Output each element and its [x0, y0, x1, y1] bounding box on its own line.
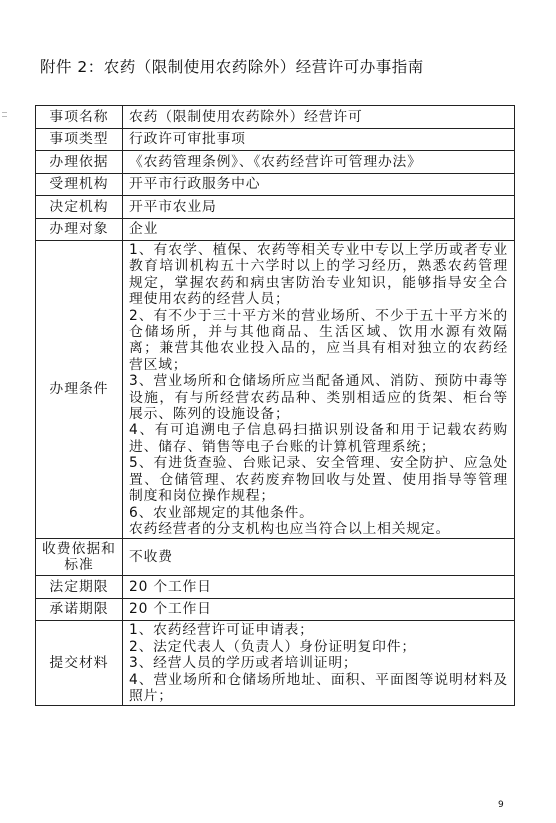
guide-table	[35, 105, 515, 706]
conditions-cell	[123, 241, 515, 539]
table-row	[36, 218, 515, 241]
row-value: 开平市农业局	[123, 196, 515, 219]
row-label: 办理依据	[36, 151, 123, 174]
condition-item: 1、有农学、植保、农药等相关专业中专以上学历或者专业教育培训机构五十六学时以上的学习经历，熟悉农药管理规定，掌握农药和病虫害防治专业知识，能够指导安全合理使用农药的经营人员；	[129, 242, 508, 308]
row-value: 20 个工作日	[123, 576, 515, 599]
condition-item: 3、营业场所和仓储场所应当配备通风、消防、预防中毒等设施，有与所经营农药品种、类别相适应的货架、柜台等展示、陈列的设施设备；	[129, 373, 508, 423]
table-row	[36, 241, 515, 539]
table-row	[36, 173, 515, 196]
material-item: 2、法定代表人（负责人）身份证明复印件；	[129, 638, 416, 655]
materials-cell	[123, 621, 515, 706]
condition-item: 6、农业部规定的其他条件。	[129, 504, 314, 521]
row-label: 承诺期限	[36, 598, 123, 621]
row-label: 提交材料	[36, 621, 123, 706]
row-value: 不收费	[123, 539, 515, 576]
page-number: 9	[498, 800, 504, 810]
row-value: 开平市行政服务中心	[123, 173, 515, 196]
scan-mark	[2, 112, 7, 113]
condition-item: 4、有可追溯电子信息码扫描识别设备和用于记载农药购进、储存、销售等电子台账的计算机管理系统；	[129, 422, 508, 455]
row-label: 事项类型	[36, 128, 123, 151]
document-title: 附件 2：农药（限制使用农药除外）经营许可办事指南	[40, 58, 424, 76]
row-value: 20 个工作日	[123, 598, 515, 621]
row-label: 收费依据和标准	[36, 539, 123, 576]
row-value: 《农药管理条例》、《农药经营许可管理办法》	[123, 151, 515, 174]
material-item: 1、农药经营许可证申请表；	[129, 622, 314, 639]
table-row	[36, 196, 515, 219]
condition-item: 农药经营者的分支机构也应当符合以上相关规定。	[129, 520, 451, 537]
scan-mark	[2, 116, 7, 117]
row-label: 事项名称	[36, 106, 123, 129]
table-row	[36, 106, 515, 129]
condition-item: 5、有进货查验、台账记录、安全管理、安全防护、应急处置、仓储管理、农药废弃物回收与处置、使用指导等管理制度和岗位操作规程；	[129, 455, 508, 505]
table-row	[36, 598, 515, 621]
row-label: 办理对象	[36, 218, 123, 241]
material-item: 4、营业场所和仓储场所地址、面积、平面图等说明材料及照片；	[129, 671, 508, 704]
table-row	[36, 539, 515, 576]
condition-item: 2、有不少于三十平方米的营业场所、不少于五十平方米的仓储场所，并与其他商品、生活区域、饮用水源有效隔离；兼营其他农业投入品的，应当具有相对独立的农药经营区域；	[129, 307, 508, 373]
row-label: 受理机构	[36, 173, 123, 196]
row-label: 办理条件	[36, 241, 123, 539]
row-value: 农药（限制使用农药除外）经营许可	[123, 106, 515, 129]
row-label: 决定机构	[36, 196, 123, 219]
row-label: 法定期限	[36, 576, 123, 599]
material-item: 3、经营人员的学历或者培训证明；	[129, 655, 358, 672]
row-value: 企业	[123, 218, 515, 241]
table-row	[36, 151, 515, 174]
row-value: 行政许可审批事项	[123, 128, 515, 151]
table-row	[36, 621, 515, 706]
table-row	[36, 128, 515, 151]
table-row	[36, 576, 515, 599]
